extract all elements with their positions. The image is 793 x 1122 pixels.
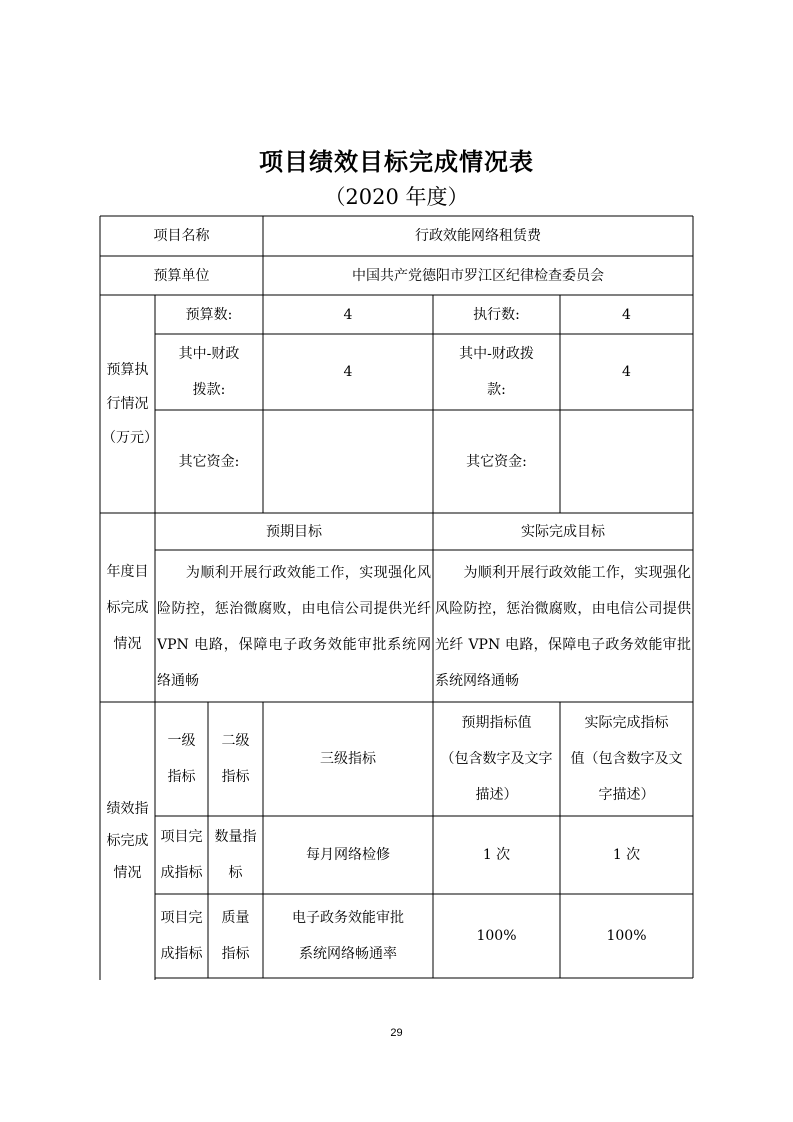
row1-level1: 项目完 成指标 bbox=[160, 829, 203, 881]
actual-value-header: 实际完成指标 值（包含数字及文 字描述） bbox=[570, 715, 683, 803]
row2-level1: 项目完 成指标 bbox=[160, 910, 203, 962]
row2-level3: 电子政务效能审批 系统网络畅通率 bbox=[292, 910, 404, 962]
row2-expected: 100% bbox=[476, 928, 517, 944]
page-number: 29 bbox=[390, 1027, 403, 1039]
budget-amount-label: 预算数: bbox=[185, 306, 233, 323]
document-year: （2020 年度） bbox=[324, 185, 469, 209]
execution-amount-label: 执行数: bbox=[473, 306, 520, 323]
annual-section-label: 年度目 标完成 情况 bbox=[106, 563, 149, 652]
other-funds-label: 其它资金: bbox=[178, 453, 240, 470]
actual-target-text: 为顺利开展行政效能工作，实现强化风险防控，惩治微腐败，由电信公司提供光纤 VPN 电路，保障电子政务效能审批系统网络通畅 bbox=[435, 565, 691, 689]
level3-header: 三级指标 bbox=[320, 751, 376, 767]
project-name-label: 项目名称 bbox=[153, 228, 210, 244]
row1-actual: 1 次 bbox=[612, 847, 641, 863]
row2-level2: 质量 指标 bbox=[221, 910, 250, 962]
row1-level2: 数量指 标 bbox=[214, 829, 257, 881]
budget-unit-value: 中国共产党德阳市罗江区纪律检查委员会 bbox=[352, 267, 604, 284]
expected-value-header: 预期指标值 （包含数字及文字 描述） bbox=[440, 715, 553, 803]
other-funds-exec-label: 其它资金: bbox=[466, 453, 527, 470]
document-title: 项目绩效目标完成情况表 bbox=[259, 148, 534, 176]
budget-section-label: 预算执 行情况 （万元） bbox=[102, 362, 158, 446]
other-funds-value bbox=[263, 410, 433, 513]
performance-section-label: 绩效指 标完成 情况 bbox=[106, 801, 149, 881]
row1-level3: 每月网络检修 bbox=[306, 847, 390, 863]
fiscal-execution-value: 4 bbox=[622, 364, 631, 380]
budget-amount-value: 4 bbox=[343, 306, 353, 323]
project-name-value: 行政效能网络租赁费 bbox=[415, 228, 541, 244]
execution-amount-value: 4 bbox=[622, 306, 631, 323]
fiscal-allocation-label: 其中-财政 拨款: bbox=[178, 346, 240, 398]
actual-target-header: 实际完成目标 bbox=[521, 523, 605, 540]
fiscal-allocation-value: 4 bbox=[343, 364, 353, 380]
level2-header: 二级 指标 bbox=[221, 733, 250, 785]
budget-unit-label: 预算单位 bbox=[153, 267, 210, 284]
other-funds-exec-value bbox=[560, 410, 693, 513]
row1-expected: 1 次 bbox=[482, 847, 511, 863]
row2-actual: 100% bbox=[606, 928, 647, 944]
level1-header: 一级 指标 bbox=[167, 733, 196, 785]
fiscal-execution-label: 其中-财政拨 款: bbox=[459, 346, 534, 398]
expected-target-header: 预期目标 bbox=[266, 523, 322, 540]
expected-target-text: 为顺利开展行政效能工作，实现强化风险防控，惩治微腐败，由电信公司提供光纤 VPN 电路，保障电子政务效能审批系统网络通畅 bbox=[157, 565, 431, 689]
